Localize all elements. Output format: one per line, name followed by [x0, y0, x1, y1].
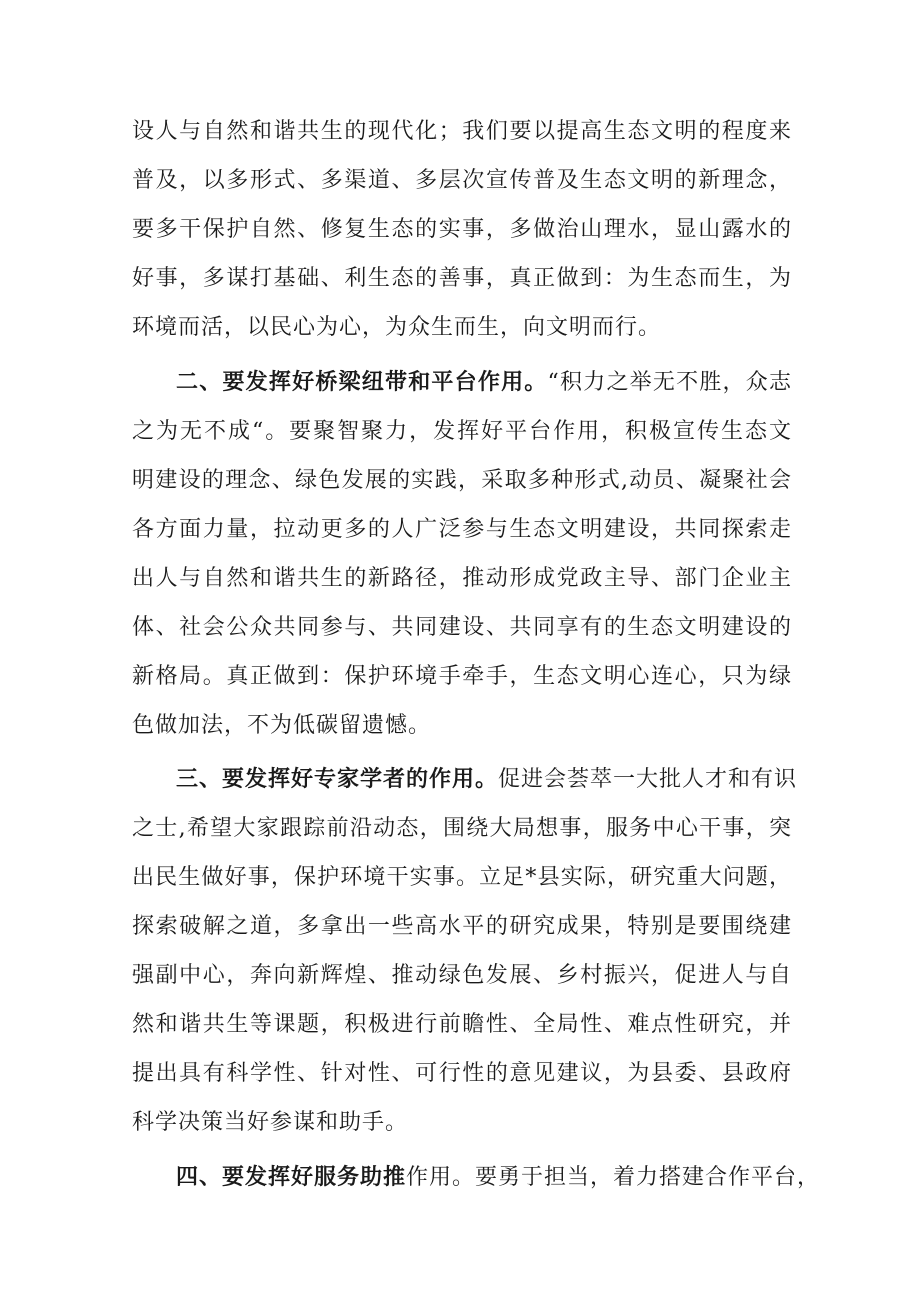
- text-line: 明建设的理念、绿色发展的实践，采取多种形式,动员、凝聚社会: [132, 468, 792, 493]
- text-line: 科学决策当好参谋和助手。: [132, 1110, 409, 1135]
- text-line: 之士,希望大家跟踪前沿动态，围绕大局想事，服务中心干事，突: [132, 816, 792, 841]
- paragraph-1: [132, 107, 792, 352]
- text-line: 提出具有科学性、针对性、可行性的意见建议，为县委、县政府: [132, 1061, 792, 1086]
- paragraph-2: [132, 358, 792, 750]
- text-run: 作用。要勇于担当，着力搭建合作平台，: [406, 1165, 821, 1190]
- text-line: 然和谐共生等课题，积极进行前瞻性、全局性、难点性研究，并: [132, 1012, 792, 1037]
- text-line: 各方面力量，拉动更多的人广泛参与生态文明建设，共同探索走: [132, 517, 792, 542]
- text-line: 体、社会公众共同参与、共同建设、共同享有的生态文明建设的: [132, 615, 792, 640]
- paragraph-3: [132, 755, 798, 1147]
- text-line: 环境而活，以民心为心，为众生而生，向文明而行。: [132, 315, 662, 340]
- text-line: 普及，以多形式、多渠道、多层次宣传普及生态文明的新理念，: [132, 168, 792, 193]
- text-line: 设人与自然和谐共生的现代化；我们要以提高生态文明的程度来: [132, 119, 792, 144]
- text-run: 促进会荟萃一大批人才和有识: [498, 767, 798, 792]
- text-line: 之为无不成“。要聚智聚力，发挥好平台作用，积极宣传生态文: [132, 419, 792, 444]
- text-line: 出民生做好事，保护环境干实事。立足*县实际，研究重大问题，: [132, 865, 792, 890]
- text-line: [132, 1153, 821, 1202]
- text-line: 色做加法，不为低碳留遗憾。: [132, 713, 432, 738]
- section-heading: 二、要发挥好桥梁纽带和平台作用。: [176, 370, 548, 395]
- text-line: 强副中心，奔向新辉煌、推动绿色发展、乡村振兴，促进人与自: [132, 963, 792, 988]
- text-line: 探索破解之道，多拿出一些高水平的研究成果，特别是要围绕建: [132, 914, 792, 939]
- text-line: [132, 755, 798, 804]
- section-heading: 四、要发挥好服务助推: [176, 1165, 407, 1190]
- section-heading: 三、要发挥好专家学者的作用。: [176, 767, 499, 792]
- text-line: 好事，多谋打基础、利生态的善事，真正做到：为生态而生，为: [132, 266, 792, 291]
- text-line: 新格局。真正做到：保护环境手牵手，生态文明心连心，只为绿: [132, 664, 792, 689]
- text-line: 要多干保护自然、修复生态的实事，多做治山理水，显山露水的: [132, 217, 792, 242]
- paragraph-4: [132, 1153, 821, 1202]
- text-run: “积力之举无不胜，众志: [547, 370, 792, 395]
- text-line: 出人与自然和谐共生的新路径，推动形成党政主导、部门企业主: [132, 566, 792, 591]
- text-line: [132, 358, 792, 407]
